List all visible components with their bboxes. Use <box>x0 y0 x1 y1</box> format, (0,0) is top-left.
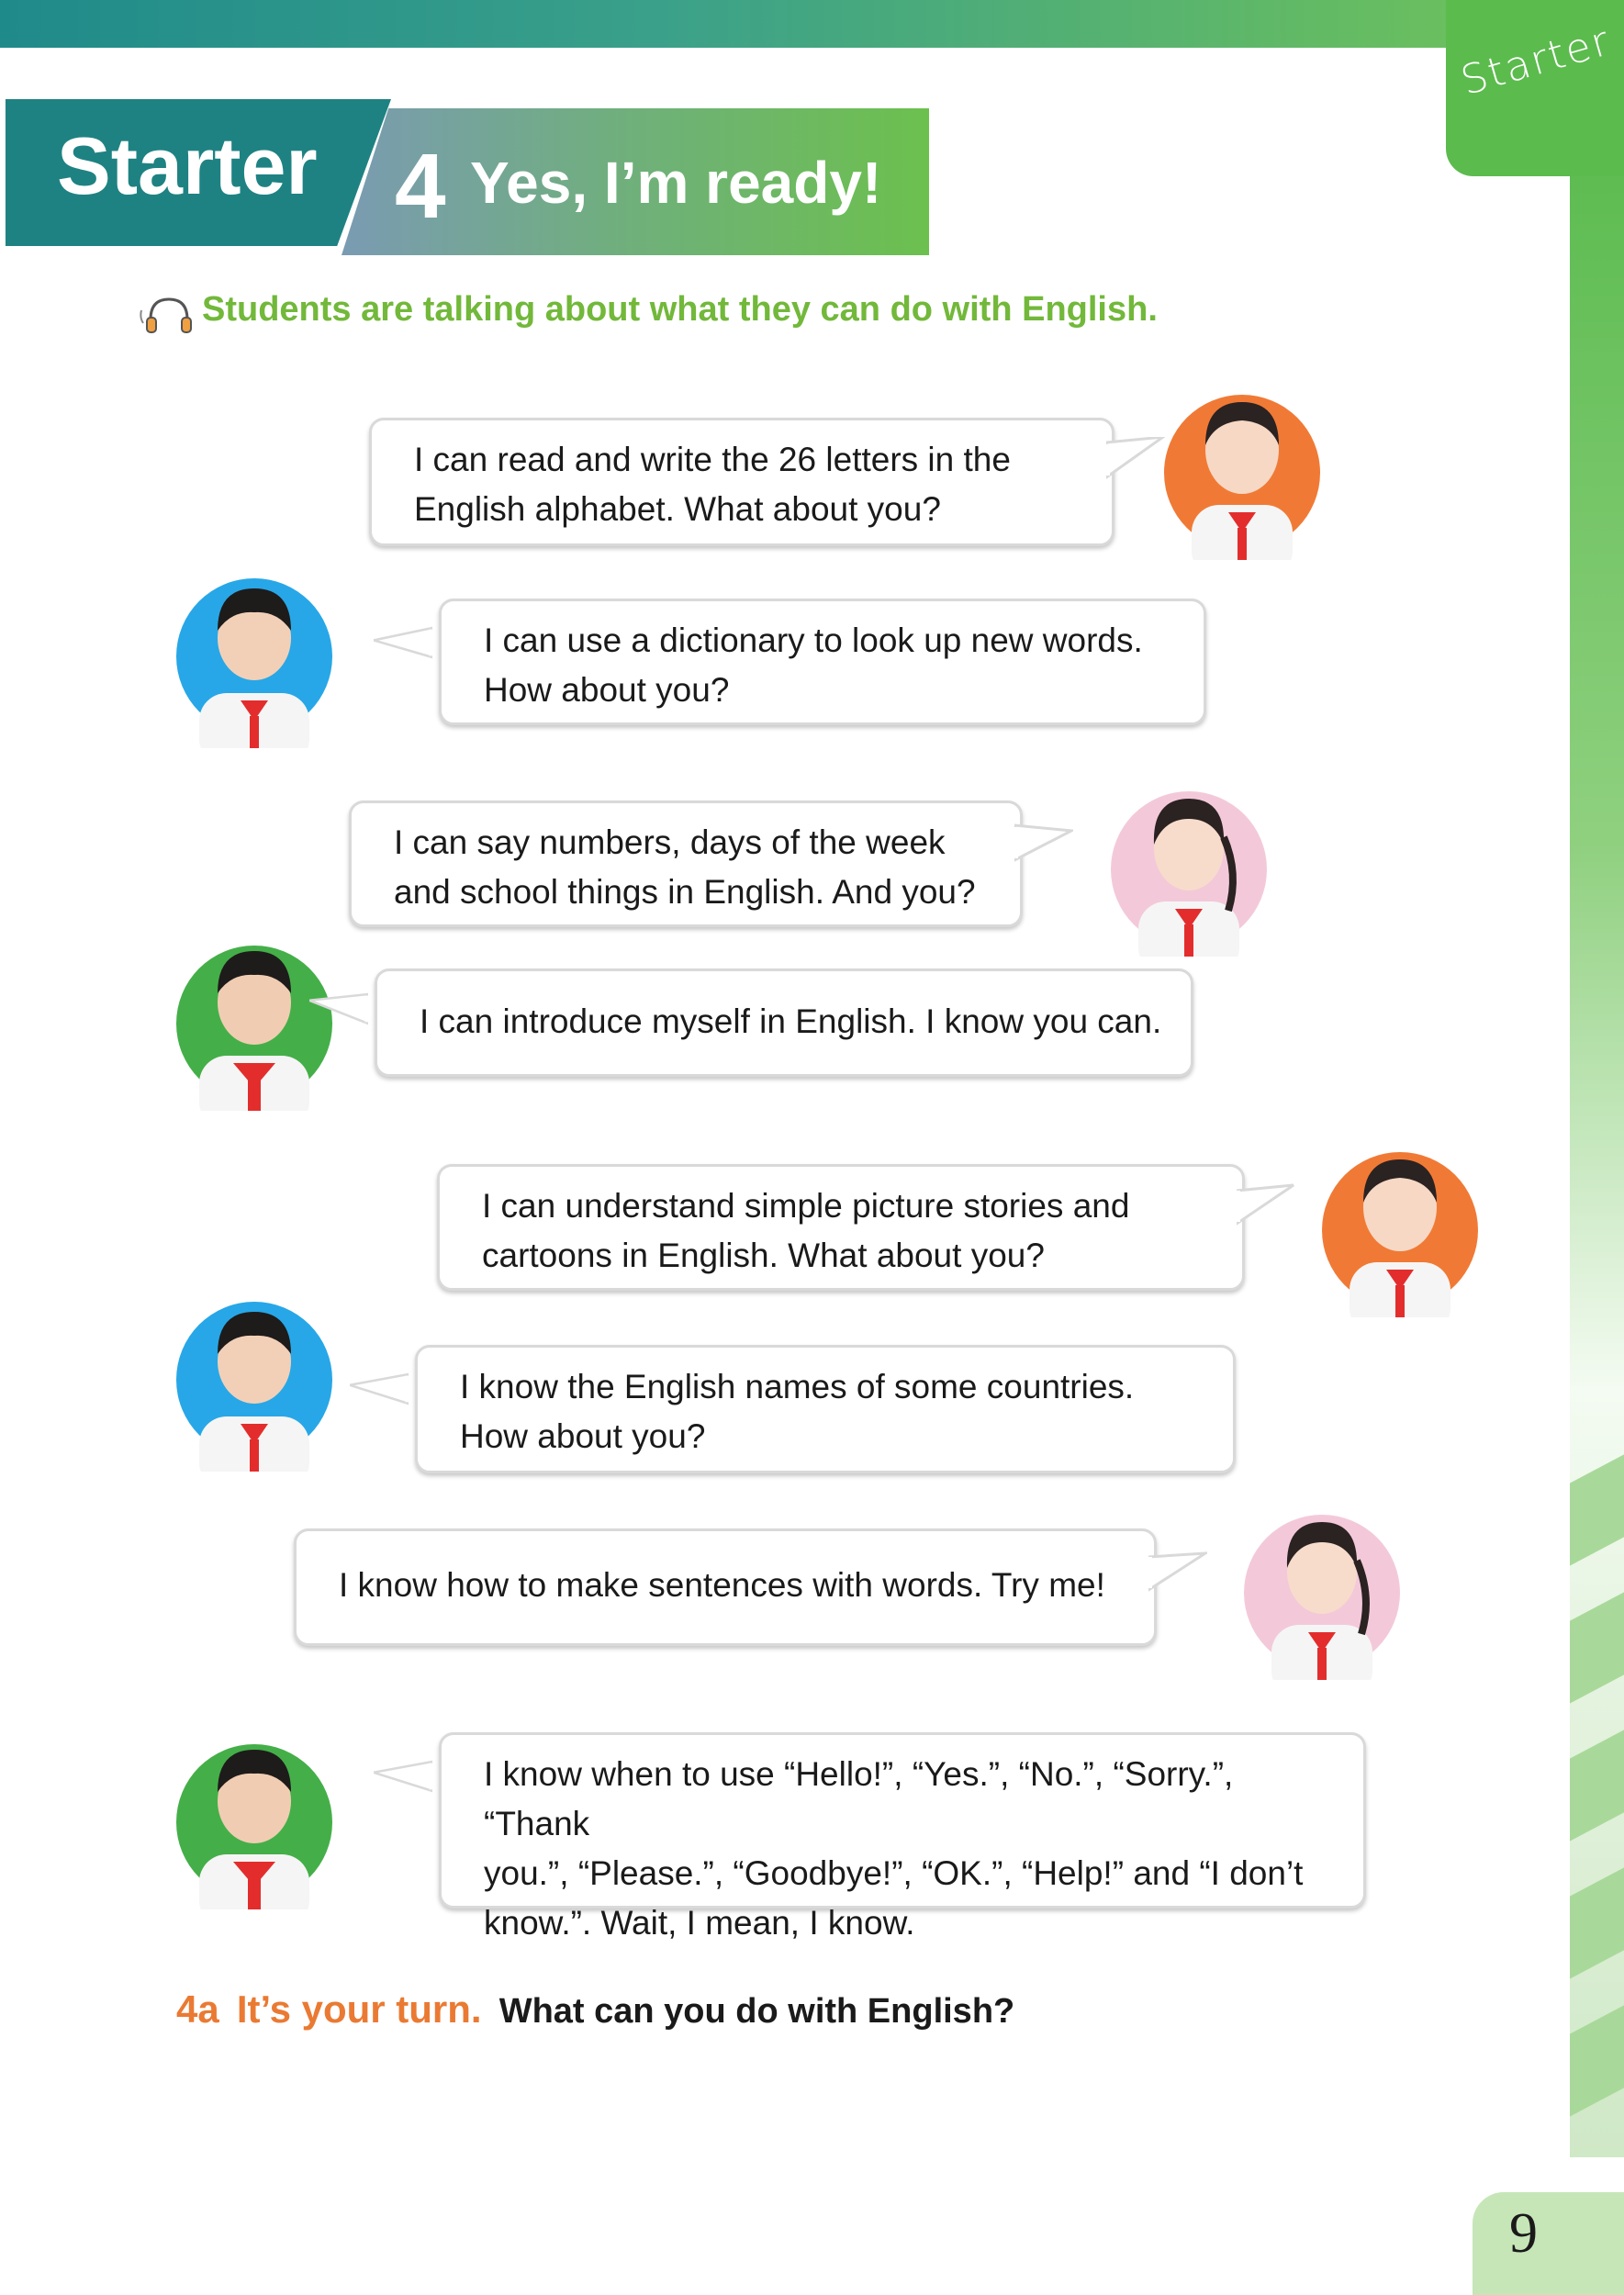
side-stripe <box>1570 1592 1624 1703</box>
bubble-tail <box>1237 1183 1295 1229</box>
headphones-icon <box>140 292 195 338</box>
avatar-boy <box>176 1744 332 1900</box>
bubble-tail <box>1014 820 1073 866</box>
lesson-number: 4 <box>395 135 446 238</box>
instruction-text: Students are talking about what they can do with English. <box>202 290 1158 329</box>
speech-bubble <box>439 599 1206 725</box>
speech-bubble <box>439 1732 1366 1942</box>
bubble-line: I can read and write the 26 letters in the <box>414 441 1011 478</box>
speech-bubble <box>294 1528 1157 1646</box>
speech-bubble <box>415 1345 1236 1473</box>
bubble-line: I can understand simple picture stories and <box>482 1187 1130 1225</box>
speech-bubble <box>437 1164 1245 1291</box>
task-title: It’s your turn. <box>236 1987 482 2031</box>
task-number: 4a <box>176 1987 219 2031</box>
bubble-line: you.”, “Please.”, “Goodbye!”, “OK.”, “Help!” and “I don’t <box>484 1854 1304 1892</box>
avatar-girl <box>1322 1152 1478 1308</box>
side-decoration-strip <box>1570 138 1624 2157</box>
page-number-tab <box>1473 2192 1624 2295</box>
bubble-line: cartoons in English. What about you? <box>482 1237 1045 1274</box>
bubble-tail <box>1106 437 1165 483</box>
bubble-line: I can use a dictionary to look up new words. <box>484 621 1143 659</box>
bubble-tail <box>374 620 432 666</box>
avatar-boy <box>176 1302 332 1458</box>
speech-bubble <box>369 418 1114 546</box>
bubble-line: English alphabet. What about you? <box>414 490 941 528</box>
avatar-boy <box>176 578 332 734</box>
side-stripe <box>1570 1867 1624 1978</box>
bubble-line: know.”. Wait, I mean, I know. <box>484 1904 915 1942</box>
section-tab-label: Starter <box>1455 17 1617 106</box>
side-stripe <box>1570 2005 1624 2116</box>
bubble-tail <box>374 1753 432 1799</box>
speech-bubble <box>349 800 1023 927</box>
bubble-line: I can introduce myself in English. I know you can. <box>420 1002 1162 1040</box>
bubble-line: I know how to make sentences with words. Try me! <box>339 1566 1105 1604</box>
side-stripe <box>1570 1454 1624 1565</box>
bubble-tail <box>350 1366 409 1412</box>
speech-bubble <box>375 968 1193 1077</box>
bubble-line: How about you? <box>484 671 730 709</box>
bubble-tail <box>1148 1550 1207 1595</box>
bubble-tail <box>309 986 368 1032</box>
task-4a <box>176 1987 1014 2032</box>
side-stripe <box>1570 1730 1624 1841</box>
header-band <box>0 0 1450 48</box>
bubble-line: How about you? <box>460 1417 706 1455</box>
bubble-line: I can say numbers, days of the week <box>394 823 946 861</box>
avatar-girl <box>1111 791 1267 947</box>
avatar-girl <box>1164 395 1320 551</box>
task-prompt: What can you do with English? <box>498 1992 1015 2031</box>
bubble-line: I know the English names of some countries. <box>460 1368 1135 1405</box>
lesson-title: Yes, I’m ready! <box>470 150 882 216</box>
page-number: 9 <box>1509 2202 1538 2265</box>
unit-label: Starter <box>57 120 318 211</box>
avatar-girl <box>1244 1515 1400 1671</box>
bubble-line: I know when to use “Hello!”, “Yes.”, “No.”, “Sorry.”, “Thank <box>484 1755 1234 1842</box>
bubble-line: and school things in English. And you? <box>394 873 976 911</box>
